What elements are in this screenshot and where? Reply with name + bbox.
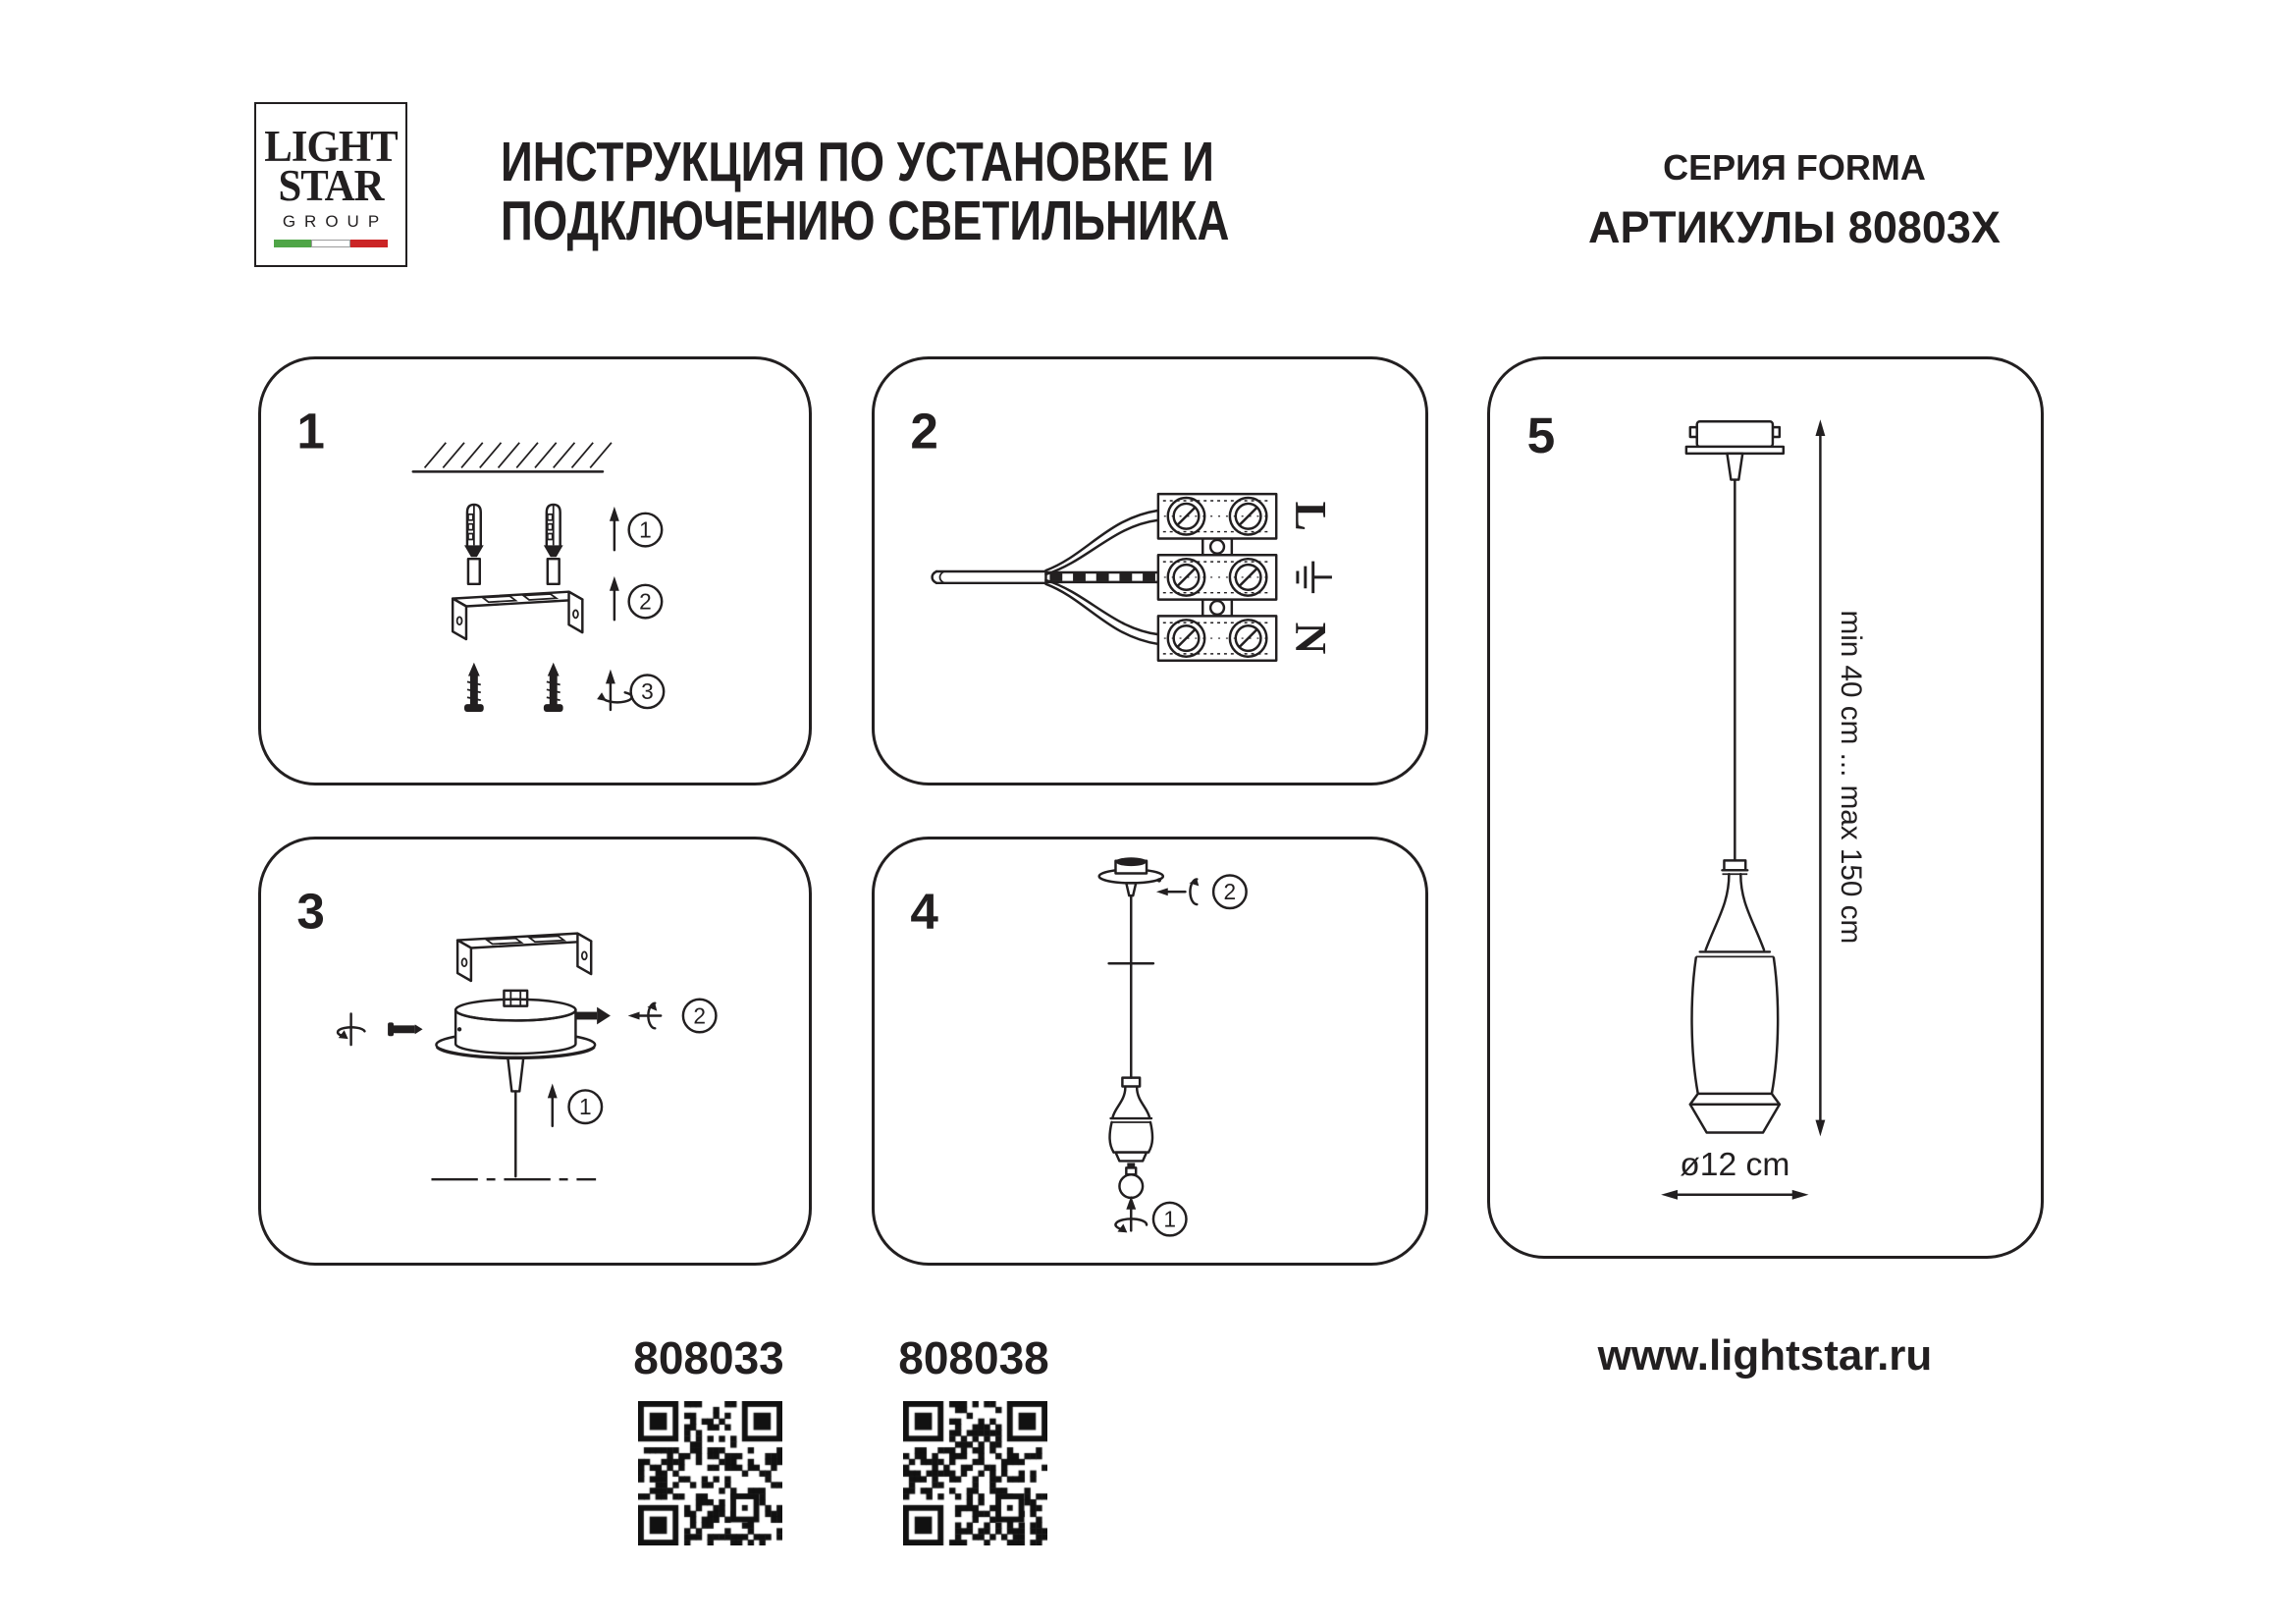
screw-rotation-icon: [338, 1014, 364, 1046]
neutral-wire: [1045, 580, 1157, 644]
terminal-row-earth: [1158, 555, 1276, 599]
height-dimension: [1815, 419, 1867, 1136]
up-arrow-icon: [610, 576, 619, 620]
terminal-row-live: [1158, 494, 1276, 538]
up-arrow-icon: [610, 507, 619, 550]
step-5-diagram: [1490, 359, 2041, 1256]
rotate-arrow-icon: [628, 1003, 662, 1029]
callout-2-badge: [629, 585, 663, 619]
flag-green: [274, 240, 311, 247]
step-1-diagram: [261, 359, 809, 783]
lamp-shade: [1110, 1078, 1152, 1162]
step-3-panel: [258, 837, 812, 1266]
earth-wire: [1045, 572, 1157, 582]
svg-text:2: 2: [639, 588, 652, 615]
step-3-number: 3: [296, 883, 325, 940]
qr-code-left: [638, 1401, 782, 1545]
live-wire: [1045, 511, 1157, 574]
svg-text:2: 2: [1223, 879, 1237, 905]
website-link: www.lightstar.ru: [1597, 1331, 1933, 1380]
italian-flag-stripe: [274, 240, 388, 247]
suspension-cord: [1109, 883, 1153, 1077]
logo-word-light: LIGHT: [264, 122, 398, 171]
rotate-arrow-icon: [1156, 879, 1199, 904]
page-title-line2: ПОДКЛЮЧЕНИЮ СВЕТИЛЬНИКА: [501, 189, 1230, 252]
callout-1-badge: [1153, 1203, 1187, 1236]
callout-2-badge: [1213, 875, 1247, 908]
page-title: [501, 131, 1230, 252]
step-5-number: 5: [1526, 406, 1556, 463]
ceiling-canopy: [1099, 857, 1163, 883]
step-1-panel: [258, 356, 812, 785]
ceiling-canopy: [436, 991, 595, 1058]
svg-text:3: 3: [641, 678, 654, 705]
height-dimension-label: min 40 cm ... max 150 cm: [1835, 610, 1868, 945]
qr-code-right: [903, 1401, 1047, 1545]
step-2-number: 2: [910, 403, 938, 460]
suspension-cord: [1727, 454, 1742, 861]
article-number-left: 808033: [633, 1332, 784, 1383]
screw-rotation-icon: [597, 670, 631, 710]
wall-plug-left: [464, 505, 484, 584]
step-2-diagram: [875, 359, 1425, 783]
lamp-shade: [1690, 860, 1780, 1132]
callout-1-badge: [569, 1090, 603, 1123]
page-title-line1: ИНСТРУКЦИЯ ПО УСТАНОВКЕ И: [501, 131, 1214, 193]
terminal-block: [1158, 494, 1276, 661]
step-5-panel: [1487, 356, 2044, 1259]
step-4-diagram: [875, 839, 1425, 1263]
article-number-right: 808038: [898, 1332, 1049, 1383]
screw-icon: [388, 1022, 423, 1036]
step-1-number: 1: [296, 403, 325, 460]
svg-text:1: 1: [1163, 1206, 1177, 1232]
series-header: [1549, 147, 2040, 253]
wall-plug-right: [544, 505, 563, 584]
insert-arrow-icon: [575, 1007, 611, 1025]
flag-red: [350, 240, 388, 247]
mounting-bracket: [453, 592, 582, 639]
step-3-diagram: [261, 839, 809, 1263]
series-name: СЕРИЯ FORMA: [1663, 147, 1926, 188]
svg-text:2: 2: [693, 1002, 706, 1029]
terminal-row-neutral: [1158, 616, 1276, 660]
terminal-label-neutral: N: [1285, 622, 1335, 655]
logo-word-star: STAR: [278, 160, 384, 210]
svg-text:1: 1: [639, 516, 652, 543]
callout-2-badge: [683, 1000, 717, 1033]
callout-3-badge: [631, 676, 665, 709]
cord-and-cone: [507, 1058, 523, 1176]
diameter-dimension: [1661, 1147, 1808, 1200]
screw-right: [544, 663, 563, 712]
terminal-label-line: L: [1285, 501, 1335, 531]
ceiling-hatch: [413, 443, 612, 472]
lightstar-logo: [254, 102, 407, 267]
svg-text:1: 1: [578, 1094, 592, 1120]
diameter-dimension-label: ø12 cm: [1680, 1146, 1790, 1183]
screw-left: [464, 663, 484, 712]
earth-symbol: [1298, 563, 1331, 592]
callout-1-badge: [629, 514, 663, 547]
step-2-panel: [872, 356, 1428, 785]
light-bulb: [1119, 1163, 1143, 1198]
step-4-number: 4: [910, 883, 938, 940]
logo-word-group: GROUP: [282, 212, 389, 232]
up-arrow-icon: [548, 1084, 558, 1126]
flag-white: [311, 240, 350, 247]
step-4-panel: [872, 837, 1428, 1266]
mains-cable: [933, 571, 1046, 583]
articles-code: АРТИКУЛЫ 80803X: [1588, 202, 2001, 252]
ceiling-canopy: [1686, 421, 1784, 454]
mounting-bracket: [457, 934, 591, 981]
bulb-rotation-icon: [1115, 1196, 1147, 1232]
